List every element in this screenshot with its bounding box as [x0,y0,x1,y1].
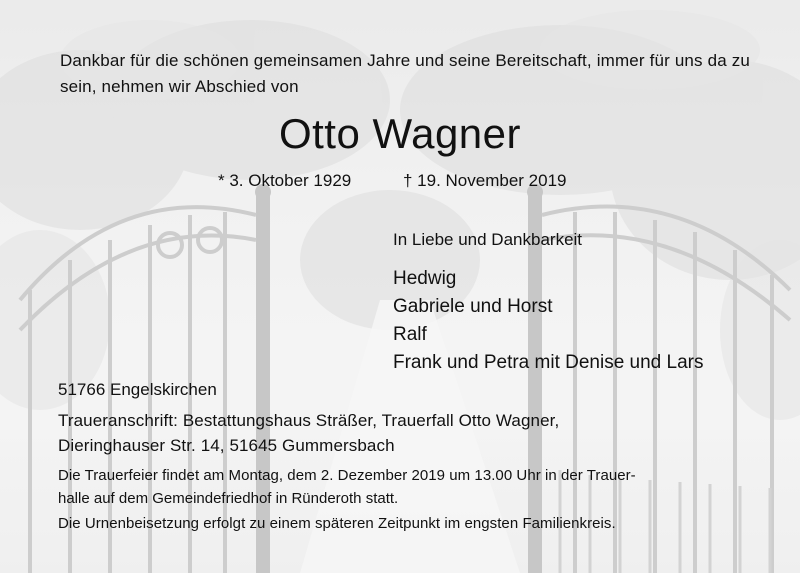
signoff-text: In Liebe und Dankbarkeit [393,230,583,249]
family-member: Ralf [393,324,427,345]
death-date: † 19. November 2019 [403,171,567,190]
place-line: 51766 Engelskirchen [58,380,217,399]
family-member: Frank und Petra mit Denise und Lars [393,352,704,373]
ceremony-info-line: Die Trauerfeier findet am Montag, dem 2. Dezember 2019 um 13.00 Uhr in der Trauer- [58,467,636,484]
deceased-name: Otto Wagner [278,110,522,157]
urn-burial-info: Die Urnenbeisetzung erfolgt zu einem späteren Zeitpunkt im engsten Familienkreis. [58,515,616,532]
family-member: Hedwig [393,268,457,289]
intro-text: Dankbar für die schönen gemeinsamen Jahre und seine Bereitschaft, immer für uns da zu sein, nehmen wir Abschied von [60,51,750,96]
family-member: Gabriele und Horst [393,296,553,317]
mourning-address-line: Traueranschrift: Bestattungshaus Sträßer, Trauerfall Otto Wagner, [58,411,560,430]
ceremony-info-line: halle auf dem Gemeindefriedhof in Ründeroth statt. [58,490,399,507]
mourning-address-line: Dieringhauser Str. 14, 51645 Gummersbach [58,436,395,455]
birth-date: * 3. Oktober 1929 [218,171,352,190]
